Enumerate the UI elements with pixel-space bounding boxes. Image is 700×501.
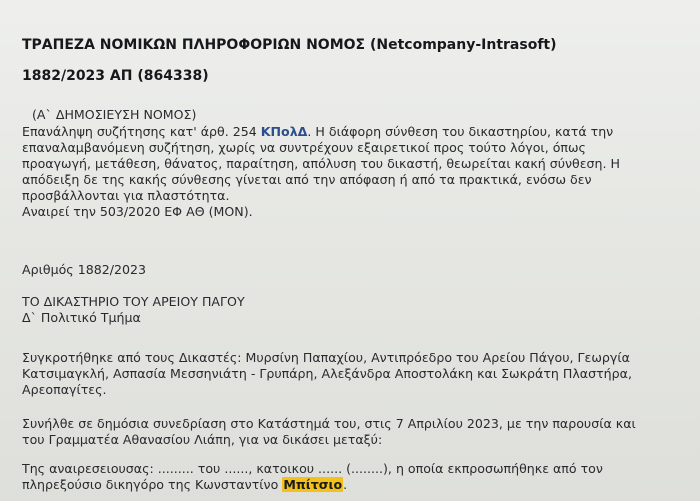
session-line-1: Συνήλθε σε δημόσια συνεδρίαση στο Κατάστημά του, στις 7 Απριλίου 2023, με την παρουσία και [22, 416, 636, 431]
summary-line-6: Αναιρεί την 503/2020 ΕΦ ΑΘ (ΜΟΝ). [22, 204, 253, 219]
document-title: ΤΡΑΠΕΖΑ ΝΟΜΙΚΩΝ ΠΛΗΡΟΦΟΡΙΩΝ ΝΟΜΟΣ (Netcompany-Intrasoft) [22, 37, 557, 53]
composition-line-2: Κατσιμαγκλή, Ασπασία Μεσσηνιάτη - Γρυπάρη, Αλεξάνδρα Αποστολάκη και Σωκράτη Πλαστήρα, [22, 366, 632, 381]
court-chamber: Δ` Πολιτικό Τμήμα [22, 310, 141, 325]
appellant-line-2 [22, 477, 347, 492]
court-name: ΤΟ ΔΙΚΑΣΤΗΡΙΟ ΤΟΥ ΑΡΕΙΟΥ ΠΑΓΟΥ [22, 294, 245, 309]
appellant-line-1: Της αναιρεσειουσας: ......... του ......, κατοικου ...... (........), η οποία εκπροσωπήθηκε από τον [22, 461, 603, 476]
highlighted-surname: Μπίτσιο [283, 477, 343, 492]
summary-line-2: επαναλαμβανόμενη συζήτηση, χωρίς να συντρέχουν εξαιρετικοί προς τούτο λόγοι, όπως [22, 140, 586, 155]
kpold-link[interactable]: ΚΠολΔ [260, 124, 308, 139]
summary-category: (Α` ΔΗΜΟΣΙΕΥΣΗ ΝΟΜΟΣ) [32, 107, 197, 122]
summary-line-5: προσβάλλονται για πλαστότητα. [22, 188, 230, 203]
composition-line-1: Συγκροτήθηκε από τους Δικαστές: Μυρσίνη Παπαχίου, Αντιπρόεδρο του Αρείου Πάγου, Γεωργία [22, 350, 630, 365]
summary-line-1-rest: . Η διάφορη σύνθεση του δικαστηρίου, κατά την [307, 124, 614, 139]
appellant-line-2-end: . [343, 477, 348, 492]
appellant-line-2-text: πληρεξούσιο δικηγόρο της Κωνσταντίνο [22, 477, 283, 492]
summary-line-3: προαγωγή, μετάθεση, θάνατος, παραίτηση, απόλυση του δικαστή, θεωρείται κακή σύνθεση. Η [22, 156, 620, 171]
composition-line-3: Αρεοπαγίτες. [22, 382, 107, 397]
decision-number-heading: 1882/2023 ΑΠ (864338) [22, 68, 209, 84]
case-number: Αριθμός 1882/2023 [22, 262, 147, 277]
summary-line-1 [22, 124, 613, 139]
summary-line-4: απόδειξη δε της κακής σύνθεσης γίνεται από την απόφαση ή από τα πρακτικά, ενόσω δεν [22, 172, 592, 187]
session-line-2: του Γραμματέα Αθανασίου Λιάπη, για να δικάσει μεταξύ: [22, 432, 383, 447]
summary-line-1-text: Επανάληψη συζήτησης κατ' άρθ. 254 [22, 124, 261, 139]
